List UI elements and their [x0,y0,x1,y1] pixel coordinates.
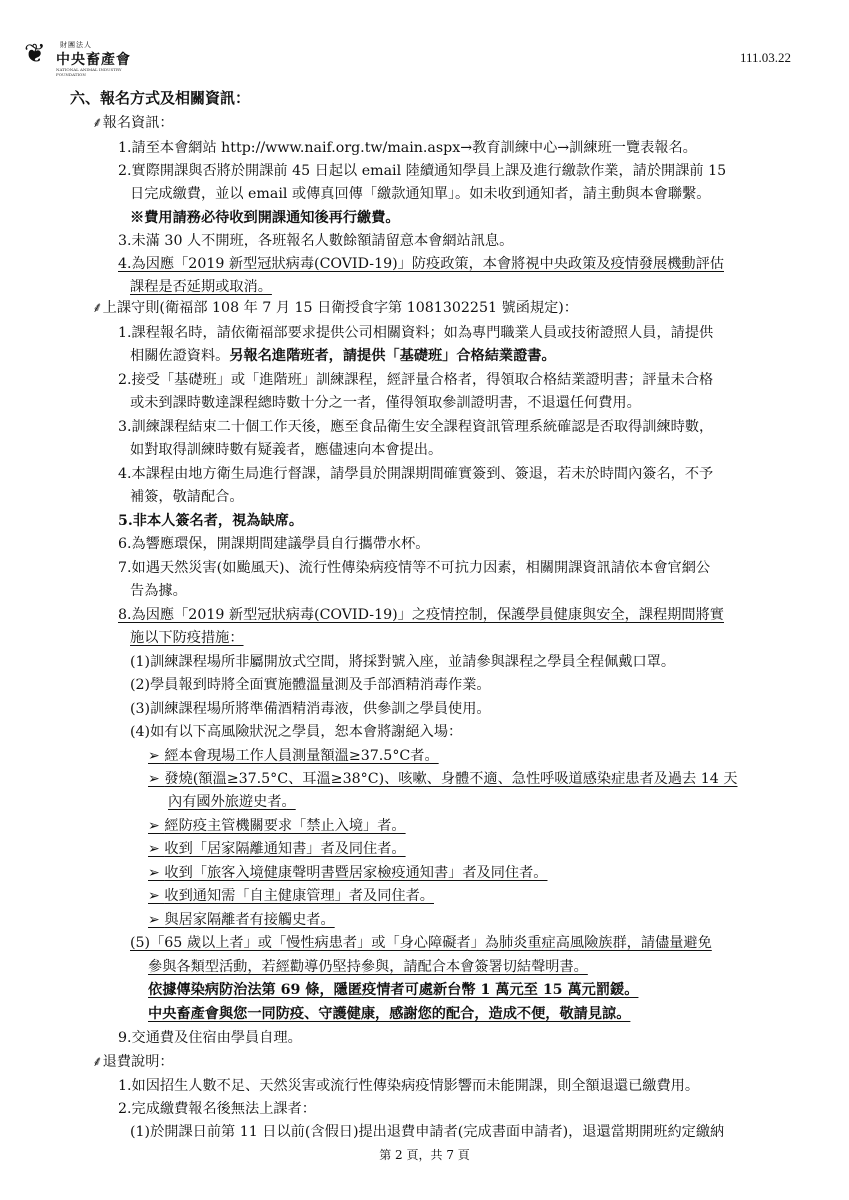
rule-4: 4.本課程由地方衛生局進行督課，請學員於開課期間確實簽到、簽退，若未於時間內簽名，不予 [118,466,714,482]
measure-1: (1)訓練課程場所非屬開放式空間，將採對號入座，並請參與課程之學員全程佩戴口罩。 [130,654,676,670]
arrow-bullet-icon: ➢ [148,748,165,764]
rule-2-cont: 或未到課時數達課程總時數十分之一者，僅得領取參訓證明書，不退還任何費用。 [130,395,641,411]
page-number: 第 2 頁，共 7 頁 [379,1148,470,1162]
registration-item-4-cont: 課程是否延期或取消。 [130,279,272,295]
closing-notice: 中央畜產會與您一同防疫、守護健康，感謝您的配合，造成不便，敬請見諒。 [148,1006,631,1022]
arrow-bullet-icon: ➢ [148,841,165,857]
rule-8: 8.為因應「2019 新型冠狀病毒(COVID-19)」之疫情控制，保護學員健康與安全，課程期間將實 [118,607,724,623]
logo-small-text: 財團法人 [60,41,92,49]
registration-item-4: 4.為因應「2019 新型冠狀病毒(COVID-19)」防疫政策，本會將視中央政策及疫情發展機動評估 [118,256,724,272]
rule-9: 9.交通費及住宿由學員自理。 [118,1030,302,1046]
bullet-item: ➢ 發燒(額溫≥37.5°C、耳溫≥38°C)、咳嗽、身體不適、急性呼吸道感染症患者及過去 14 天 [148,771,738,787]
rule-7: 7.如遇天然災害(如颱風天)、流行性傳染病疫情等不可抗力因素，相關開課資訊請依本會官網公 [118,560,711,576]
measure-5: (5)「65 歲以上者」或「慢性病患者」或「身心障礙者」為肺炎重症高風險族群，請儘量避免 [130,935,712,951]
logo-name: 中央畜產會 [56,52,131,68]
measure-3: (3)訓練課程場所將準備酒精消毒液，供參訓之學員使用。 [130,701,491,717]
measure-5-cont: 參與各類型活動，若經勸導仍堅持參與，請配合本會簽署切結聲明書。 [148,959,588,975]
document-date: 111.03.22 [739,50,791,65]
rule-2: 2.接受「基礎班」或「進階班」訓練課程，經評量合格者，得領取合格結業證明書；評量未合格 [118,372,714,388]
rule-6: 6.為響應環保，開課期間建議學員自行攜帶水杯。 [118,536,430,552]
registration-heading: ⸙報名資訊： [92,115,174,131]
rule-3: 3.訓練課程結束二十個工作天後，應至食品衛生安全課程資訊管理系統確認是否取得訓練時數， [118,419,714,435]
rule-3-cont: 如對取得訓練時數有疑義者，應儘速向本會提出。 [130,442,443,458]
refund-item-2-1: (1)於開課日前第 11 日以前(含假日)提出退費申請者(完成書面申請者)，退還當期開班約定繳納 [130,1124,725,1140]
bullet-item: ➢ 與居家隔離者有接觸史者。 [148,912,335,928]
arrow-icon: ⸙ [92,1054,103,1070]
arrow-bullet-icon: ➢ [148,865,165,881]
law-notice: 依據傳染病防治法第 69 條，隱匿疫情者可處新台幣 1 萬元至 15 萬元罰鍰。 [148,982,639,998]
arrow-icon: ⸙ [92,300,103,316]
fee-note: ※費用請務必待收到開課通知後再行繳費。 [130,210,400,226]
bullet-item: ➢ 經本會現場工作人員測量額溫≥37.5°C者。 [148,748,439,764]
bullet-item: ➢ 收到「居家隔離通知書」者及同住者。 [148,841,406,857]
arrow-bullet-icon: ➢ [148,888,165,904]
advanced-class-note: 另報名進階班者，請提供「基礎班」合格結業證書。 [229,348,556,364]
arrow-bullet-icon: ➢ [148,912,165,928]
rule-8-cont: 施以下防疫措施： [130,630,244,646]
section-title: 六、報名方式及相關資訊： [70,89,251,107]
refund-item-2: 2.完成繳費報名後無法上課者： [118,1101,316,1117]
rule-5: 5.非本人簽名者，視為缺席。 [118,513,304,529]
measure-2: (2)學員報到時將全面實施體溫量測及手部酒精消毒作業。 [130,677,491,693]
logo-emblem-icon: ❦ [24,39,46,69]
bullet-item-cont: 內有國外旅遊史者。 [168,794,296,810]
registration-item-3: 3.未滿 30 人不開班，各班報名人數餘額請留意本會網站訊息。 [118,233,514,249]
arrow-bullet-icon: ➢ [148,818,165,834]
registration-item-1: 1.請至本會網站 http://www.naif.org.tw/main.aspx→教育訓練中心→訓練班一覽表報名。 [118,140,697,156]
logo-english: NATIONAL ANIMAL INDUSTRY FOUNDATION [56,67,122,77]
rule-1: 1.課程報名時，請依衛福部要求提供公司相關資料；如為專門職業人員或技術證照人員，請提供 [118,325,714,341]
foundation-logo [24,38,132,77]
bullet-item: ➢ 收到通知需「自主健康管理」者及同住者。 [148,888,434,904]
measure-4: (4)如有以下高風險狀況之學員，恕本會將謝絕入場： [130,724,463,740]
bullet-item: ➢ 經防疫主管機關要求「禁止入境」者。 [148,818,406,834]
registration-item-2: 2.實際開課與否將於開課前 45 日起以 email 陸續通知學員上課及進行繳款作業，請於開課前 15 [118,163,727,179]
arrow-icon: ⸙ [92,115,103,131]
refund-heading: ⸙退費說明： [92,1054,174,1070]
rule-4-cont: 補簽，敬請配合。 [130,489,244,505]
rule-1-cont: 相關佐證資料。另報名進階班者，請提供「基礎班」合格結業證書。 [130,348,556,364]
rule-7-cont: 告為據。 [130,583,187,599]
rules-heading: ⸙上課守則(衛福部 108 年 7 月 15 日衛授食字第 1081302251 號函規定)： [92,300,578,316]
arrow-bullet-icon: ➢ [148,771,165,787]
bullet-item: ➢ 收到「旅客入境健康聲明書暨居家檢疫通知書」者及同住者。 [148,865,548,881]
refund-item-1: 1.如因招生人數不足、天然災害或流行性傳染病疫情影響而未能開課，則全額退還已繳費用。 [118,1078,700,1094]
registration-item-2-cont: 日完成繳費，並以 email 或傳真回傳「繳款通知單」。如未收到通知者，請主動與本會聯繫。 [130,186,711,202]
